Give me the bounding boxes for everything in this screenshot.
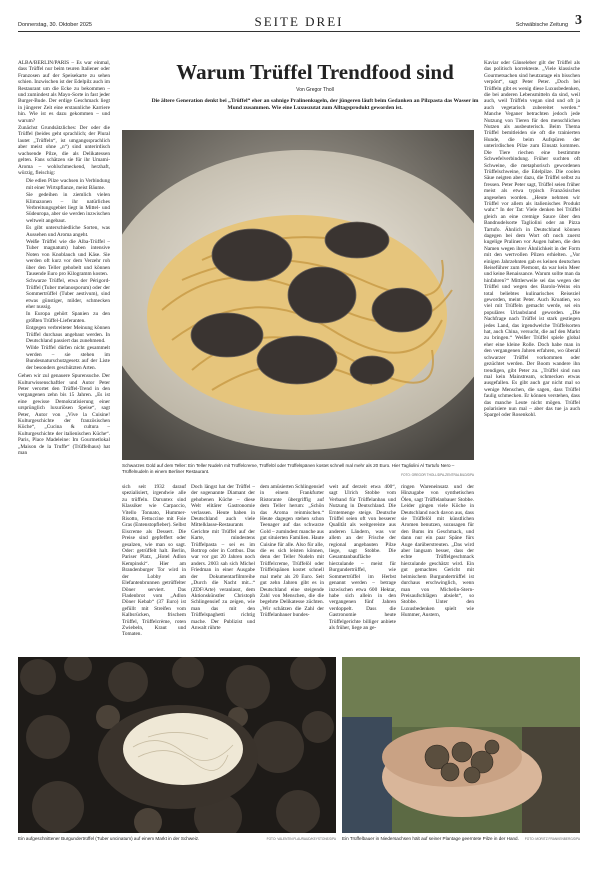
body-paragraph: ringen Wareneinsatz und der Hinzugabe von synthetischen Ölen, sagt Trüffelanbauer Stobbe. Leider gingen viele Köche in Deutschland noch davon aus, dass sie Trüffelöl mit künstlichen Aromen benutzen, sozusagen für den Bums im Geschmack, und dann nur ein paar Späne fürs Auge darüberstreuten. „Das wird aber langsam besser, dass der echte Trüffelgeschmack hierzulande geschätzt wird. Ein gut gemachtes Gericht mit heimischem Burgundertrüffel ist durchaus erschwinglich, wenn man von Michelin-Stern-Preisaufschlägen absieht“, so Stobbe. Unter den Luxusbedenken spielt wie Hummer, Austern, (401, 484, 474, 619)
left-photo-credit: FOTO: VALENTIN FLAURAUD/KEYSTONE/DPA (266, 837, 336, 841)
page-number: 3 (575, 13, 582, 28)
issue-date: Donnerstag, 30. Oktober 2025 (18, 22, 92, 28)
body-paragraph: dem amüsierten Schlingensief in einem Frankfurter Ristorante übergriffig auf dem Teller herum: „Schön das Aroma reinmischen.“ Heute dagegen stehen schon Teenager auf das schwarze Gold – zumindest manche aus gut situierten Familien. Haute Cuisine für alle. Also für alle, die es sich leisten können, denn der Teller Nudeln mit Trüffelcreme, Trüffelöl oder Trüffelspänen kostet schnell mal mehr als 20 Euro. Seit gut zehn Jahren gibt es in Deutschland eine steigende Zahl von Menschen, die die begehrte Delikatesse züchten. „Wir schätzen die Zahl der Trüffelanbauer bundes- (260, 484, 324, 619)
header-rule (18, 31, 580, 32)
intro-paragraph: ALBA/BERLIN/PARIS – Es war einmal, dass Trüffel nur beim teuren Italiener oder Franzosen auf der Speisekarte zu sehen schien. Inzwischen ist der Edelpilz auch im Restaurant um die Ecke zu bekommen – und zumindest als Mayo-Sorte in fast jeder Burger-Bude. Der erdige Geschmack liegt in jüngerer Zeit eine erstaunliche Karriere hin. Wie ist es dazu gekommen – und warum? (18, 60, 110, 124)
truffle-farmer-photo (342, 657, 580, 833)
article-column-2 (122, 484, 186, 644)
body-paragraph: weit auf derzeit etwa 400“, sagt Ulrich Stobbe vom Verband für Trüffelanbau und Nutzung in Deutschland. Die Erntemenge steige. Deutsche Trüffel seien oft von besserer Qualität als weitgereiste aus anderen Ländern, was vor allem an der Frische der regional angebauten Pilze liege, sagt Stobbe. Die Gesamtanbaufläche hierzulande – meist für Burgundertrüffel, wie Sommertrüffel im Herbst genannt werden – betrage inzwischen etwa 600 Hektar, habe sich allein in den vergangenen fünf Jahren verdoppelt. Dass die Gastronomie heute Trüffelgerichte billiger anbiete als früher, liege an ge- (329, 484, 396, 631)
truffle-market-photo (18, 657, 336, 833)
list-item: • Es gibt unterschiedliche Sorten, was Aussehen und Aroma angeht. (26, 225, 110, 238)
list-item: • In Europa gehört Spanien zu den größten Trüffel-Lieferanten. (26, 311, 110, 324)
article-column-1 (18, 60, 110, 650)
body-paragraph: Doch längst hat der Trüffel – der sogenannte Diamant der gehobenen Küche – diese Welt elitärer Gastronomie verlassen. Heute haben in Deutschland auch viele Mittelklasse-Restaurants Gerichte mit Trüffel auf der Karte, mindestens Trüffelpasta – sei es im Bottrop oder in Cottbus. Das war vor gut 20 Jahren noch anders. 2003 sah sich Michel Friedman in einer Ausgabe der Dokumentarfilmreihe „Durch die Nacht mit...“ (ZDF/Arte) veranlasst, dem Aktionskünstler Christoph Schlingensief zu zeigen, wie man das mit den Trüffelspaghetti richtig mache. Der Publizist und Anwalt rührte (191, 484, 255, 631)
main-photo-caption: Schwarzes Gold auf dem Teller: Ein Teller Nudeln mit Trüffelcreme, Trüffelöl oder Trüffelspänen kostet schnell mal mehr als 20 Euro. Hier Tagliolini Al Tartufo Nero – Trüffelnudeln in einem Berliner Restaurant. (122, 463, 455, 474)
truffle-market-illustration (18, 657, 336, 833)
article-column-5 (329, 484, 396, 644)
body-paragraph: Gehen wir zul genauere Spurensuche. Der Kulturwissenschaftler und Autor Peter Peter verortet den Trüffel-Trend in den vergangenen zehn bis 15 Jahren. „Es ist eine gewisse Demokratisierung einer ursprünglich luxuriösen Speise“, sagt Peter, Autor von „Vive la Cuisine! Kulturgeschichte der französischen Küche“, „Cucina & cultura – Kulturgeschichte der italienischen Küche“. Paris, Place Madeleine: Im Gourmetlokal „Maison de la Truffe“ (Trüffelhaus) hat man (18, 373, 110, 456)
list-item: • Sie gedeihen in ziemlich vielen Klimazonen – ihr natürliches Verbreitungsgebiet liegt in Mittel- und Südeuropa, aber sie werden inzwischen weltweit angebaut. (26, 192, 110, 224)
main-photo (122, 130, 474, 460)
intro-paragraph-2: Zunächst Grundsätzliches: Der oder die Trüffel (beides geht sprachlich; der Plural lautet „Trüffeln“, ist umgangssprachlich aber meist ohne „n“) sind unterirdisch wachsende Pilze, die als Delikatessen gelten. Fans schätzen sie für ihr Umami-Aroma – wohlschmeckend, herzhaft, würzig, fleischig: (18, 125, 110, 176)
pasta-plate-illustration (122, 130, 474, 460)
list-item: • Wilde Trüffel dürfen nicht gesammelt werden – sie stehen im Bundesnaturschutzgesetz auf der Liste der besonders geschützten Arten. (26, 345, 110, 371)
left-photo-caption: Ein aufgeschnittener Burgundertrüffel (Tuber uncinatum) auf einem Markt in der Schweiz. (18, 836, 200, 841)
list-item: • Schwarze Trüffel, etwa der Périgord-Trüffel (Tuber melanosporum) oder der Sommertrüffel (Tuber aestivum), sind etwas günstiger, milder, schmecken eher nussig. (26, 278, 110, 310)
lead-paragraph: Die ältere Generation denkt bei „Trüffel“ eher an sahnige Pralinenkugeln, der jüngeren läuft beim Gedanken an Pilzpasta das Wasser im Mund zusammen. Wie eine Luxuszutat zum Alltagsprodukt geworden ist. (151, 98, 479, 111)
list-item: • Die edlen Pilze wachsen in Verbindung mit einer Wirtspflanze, meist Bäume. (26, 178, 110, 191)
article-column-3 (191, 484, 255, 644)
article-column-4 (260, 484, 324, 644)
headline: Warum Trüffel Trendfood sind (176, 60, 454, 84)
body-paragraph: Kaviar oder Gänseleber gilt der Trüffel als das politisch korrekteste. „Viele klassische Gourmetsachen sind heutzutage ein bisschen verpönt“, sagt Peter Peter. „Doch bei Trüffeln gibt es wenig diese Luxusbedenken, die bei anderen Lebensmitteln da sind, weil auch, weil Trüffeln vegan sind und oft ja auch vegetarisch zubereitet werden.“ Manche Veganer betrachten jedoch jede Nutzung von Tieren für den menschlichen Nutzen als ausbeuterisch. Beim Thema Trüffel bemitleiden sie oft die trainierten Hunde, die beim Aufspüren der unterirdischen Pilze zum Einsatz kommen. Die Tiere riechen eine bestimmte Schwefelverbindung. Früher suchten oft Schweine, die metaphorisch gewordenen Trüffelschweine, die Edelpilze. Die coolen Säue neigten aber dazu, die Trüffel selbst zu fressen. Peter Peter sagt, Trüffel seien früher meist als etwa typisch Französisches angesehen worden. „Heute nehmen wir Trüffel vor allem als italienisches Produkt wahr.“ In der Tat: Viele denken bei Trüffel gleich an eine cremige Sauce über den Bandnudelsorte Tagliolini oder an Pizza Tartufo. Ähnlich in Deutschland können dagegen bei dem Wort oft noch zuerst kugelige Pralinen vor Augen haben, die den Namen wegen ihrer Ähnlichkeit in der Form mit den wertvollen Pilzen erhielten. „Vor einigen Jahrzehnten gab es keinen deutschen Reiseführer zum Piemont, da war kein Meer und keine Renaissance. Warum sollte man da hinfahren?“ Mittlerweile sei das wegen der Trüffel und wegen des Barolo-Weins ein total beliebtes kulinarisches Reiseziel geworden, meint Peter. Auch Kroatien, wo viel mit Trüffeln gemacht werde, sei ein populäres Urlaubsland geworden. „Die Nachfrage nach Trüffel ist stark gestiegen jedes Land, das irgendwelche Trüffelsorten hat, auch China, versucht, die auf den Markt zu bringen.“ Weißer Trüffel spiele global eher eine kleine Rolle. Doch habe man in den vergangenen Jahren erfahren, wo überall schwarzer Trüffel vorkommen oder gezüchtet werden. Der Boom wandere ihn trendigen, gibt Peter zu. „Trüffel sind nun mal kein Mainstream, schmecken etwas ausgefallen. Es gibt auch gar nicht mal so wenige Menschen, die sagen, dass Trüffel faulig schmecken. Er können verstehen, dass das manche Leute nicht mögen. Trüffel polarisiere nun mal – aber das tue ja auch Spargel oder Rosenkohl. (484, 60, 580, 419)
section-title: SEITE DREI (254, 14, 344, 29)
newspaper-name: Schwäbische Zeitung (515, 22, 568, 28)
main-photo-credit: FOTO: GREGOR THOLL/DPA-ZENTRALBILD/DPA (401, 473, 474, 477)
right-photo-caption: Ein Trüffelbauer in Niedersachsen hält auf seiner Plantage geerntete Pilze in der Hand. (342, 836, 519, 841)
byline: Von Gregor Tholl (296, 87, 334, 93)
article-column-6 (401, 484, 474, 644)
truffle-farmer-illustration (342, 657, 580, 833)
body-paragraph: sich seit 1932 darauf spezialisiert, irgendwie alle zu trüffeln. Daruntex sind Klassiker wie Carpaccio, Vitello Tonnato, Hummer-Risotto, Fettuccine mit Foie Gras (Entenstopfleber). Selbst Eiscreme als Dessert. Die Preise sind gepfeffert oder gesalzen, wie man so sagt. Oder: getrüffelt halt. Berlin, Pariser Platz, „Hotel Adlon Kempinski“. Hier am Brandenburger Tor wird in der Lobby am Elefantenbrunnen getrüffelter Döner serviert. Das Fladenbrot vom „Adlon Döner Kebab“ (37 Euro) ist gefüllt mit Streifen vom Kalbsrücken, frischem Trüffel, Trüffelcrème, roten Zwiebeln, Kraut und Tomaten. (122, 484, 186, 638)
list-item: • Entgegen verbreiteter Meinung können Trüffel durchaus angebaut werden. In Deutschland passiert das zunehmend. (26, 325, 110, 344)
right-photo-credit: FOTO: MORITZ FRANKENBERG/DPA (524, 837, 580, 841)
article-column-right (484, 60, 580, 650)
list-item: • Weiße Trüffel wie die Alba-Trüffel – Tuber magnatum) haben intensive Noten von Knoblauch und Käse. Sie werden oft kurz vor dem Verzehr roh über den Teller gehobelt und können Tausende Euro pro Kilogramm kosten. (26, 239, 110, 277)
fact-list (18, 178, 110, 371)
